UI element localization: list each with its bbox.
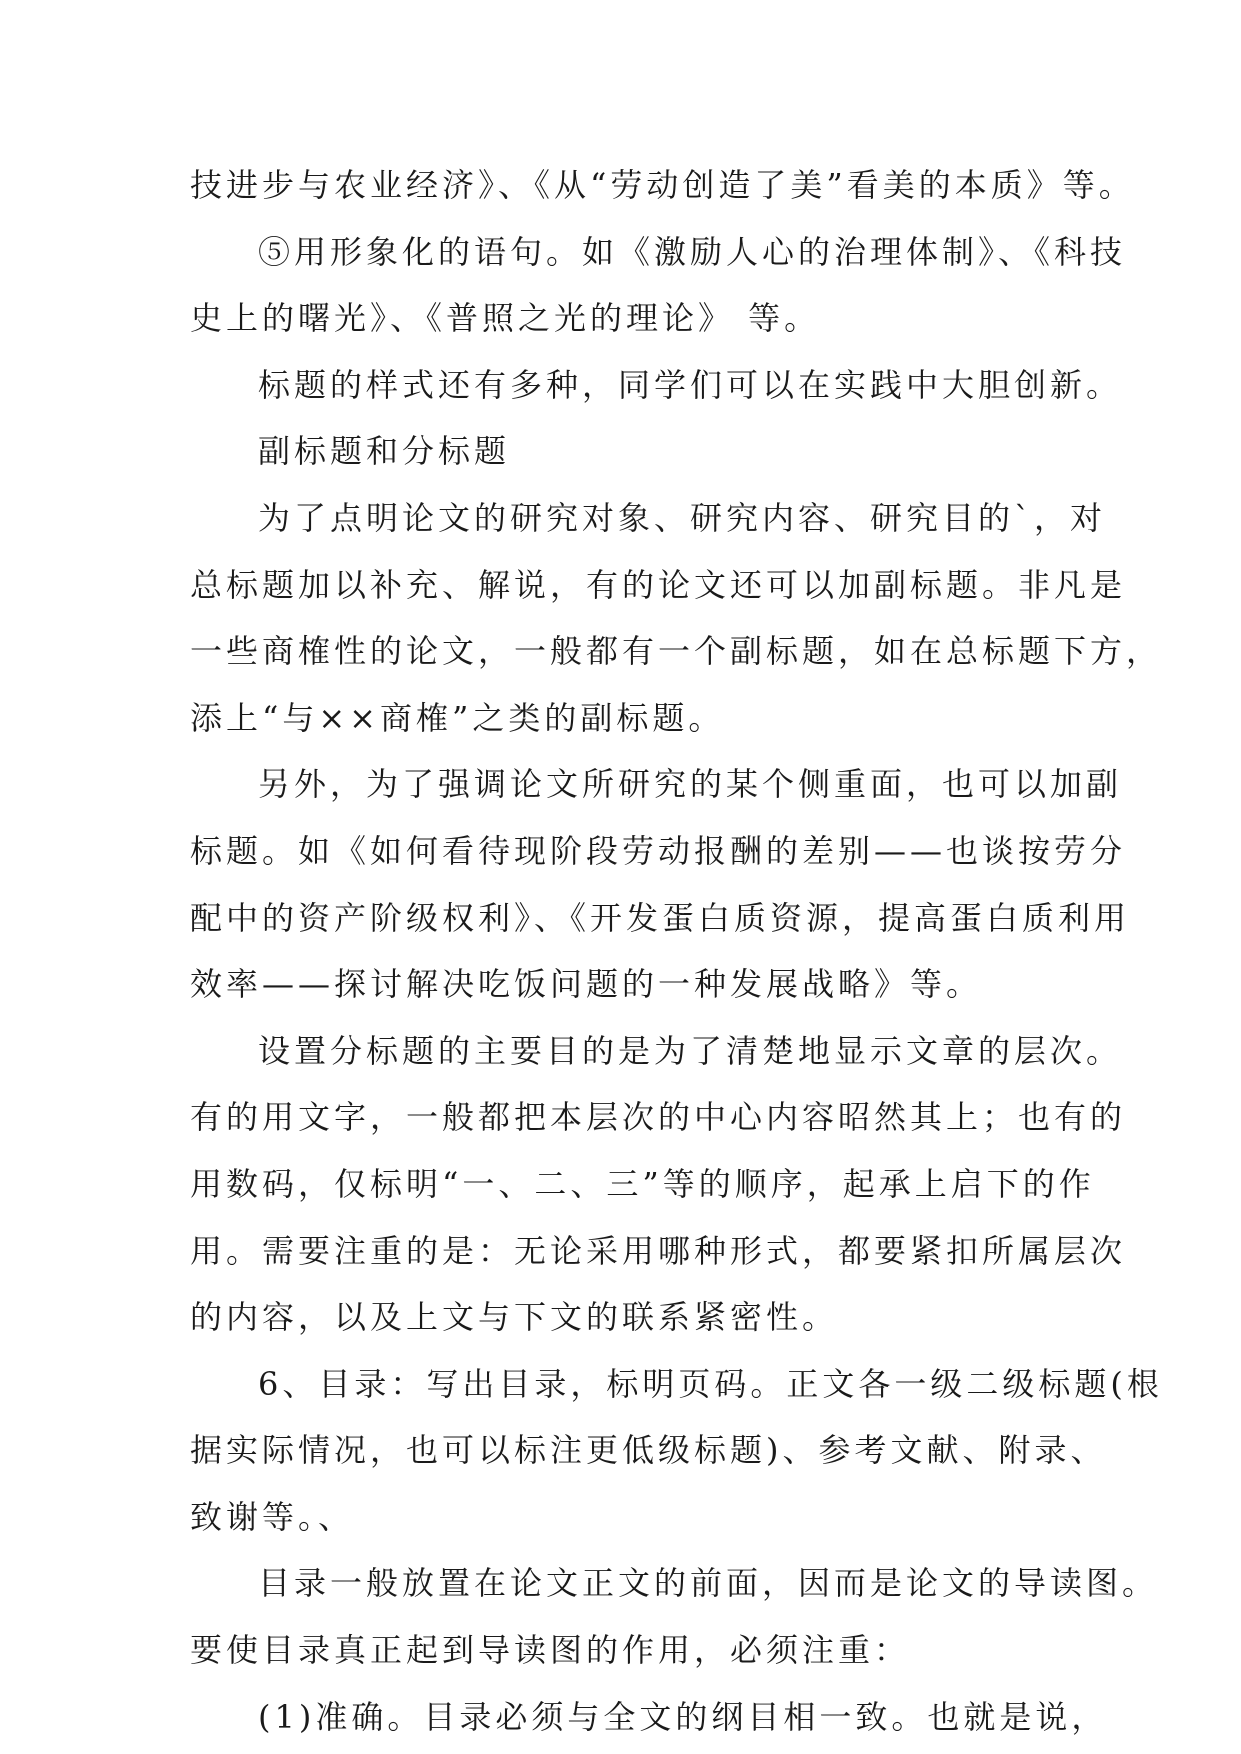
text-line: 目录一般放置在论文正文的前面，因而是论文的导读图。 — [258, 1564, 1159, 1603]
text-line: 的内容，以及上文与下文的联系紧密性。 — [190, 1298, 839, 1337]
text-line: 要使目录真正起到导读图的作用，必须注重： — [190, 1631, 911, 1670]
text-line: 技进步与农业经济》、《从“劳动创造了美”看美的本质》等。 — [190, 166, 1135, 204]
text-line: 据实际情况，也可以标注更低级标题)、参考文献、附录、 — [190, 1431, 1107, 1470]
text-line: 用数码，仅标明“一、二、三”等的顺序，起承上启下的作 — [190, 1164, 1095, 1203]
text-line: 为了点明论文的研究对象、研究内容、研究目的`，对 — [258, 498, 1107, 537]
text-line: 标题的样式还有多种，同学们可以在实践中大胆创新。 — [258, 365, 1123, 404]
text-line: ⑤用形象化的语句。如《激励人心的治理体制》、《科技 — [258, 232, 1127, 271]
text-line: 添上“与××商榷”之类的副标题。 — [190, 698, 725, 737]
text-line: 用。需要注重的是：无论采用哪种形式，都要紧扣所属层次 — [190, 1231, 1127, 1270]
text-line: (1)准确。目录必须与全文的纲目相一致。也就是说， — [258, 1697, 1108, 1736]
text-line: 配中的资产阶级权利》、《开发蛋白质资源，提高蛋白质利用 — [190, 898, 1131, 937]
text-line: 效率——探讨解决吃饭问题的一种发展战略》等。 — [190, 965, 983, 1004]
body-text — [190, 152, 1163, 1750]
text-line: 总标题加以补充、解说，有的论文还可以加副标题。非凡是 — [190, 565, 1127, 604]
text-line: 一些商榷性的论文，一般都有一个副标题，如在总标题下方， — [190, 632, 1163, 671]
text-line: 6、目录：写出目录，标明页码。正文各一级二级标题(根 — [258, 1364, 1163, 1403]
text-line: 标题。如《如何看待现阶段劳动报酬的差别——也谈按劳分 — [190, 831, 1127, 870]
text-line: 有的用文字，一般都把本层次的中心内容昭然其上；也有的 — [190, 1098, 1127, 1137]
text-line: 史上的曙光》、《普照之光的理论》 等。 — [190, 299, 821, 338]
text-line: 致谢等。、 — [190, 1497, 355, 1536]
text-line: 设置分标题的主要目的是为了清楚地显示文章的层次。 — [258, 1031, 1123, 1070]
text-line: 另外，为了强调论文所研究的某个侧重面，也可以加副 — [258, 765, 1123, 804]
section-heading: 副标题和分标题 — [258, 432, 511, 471]
